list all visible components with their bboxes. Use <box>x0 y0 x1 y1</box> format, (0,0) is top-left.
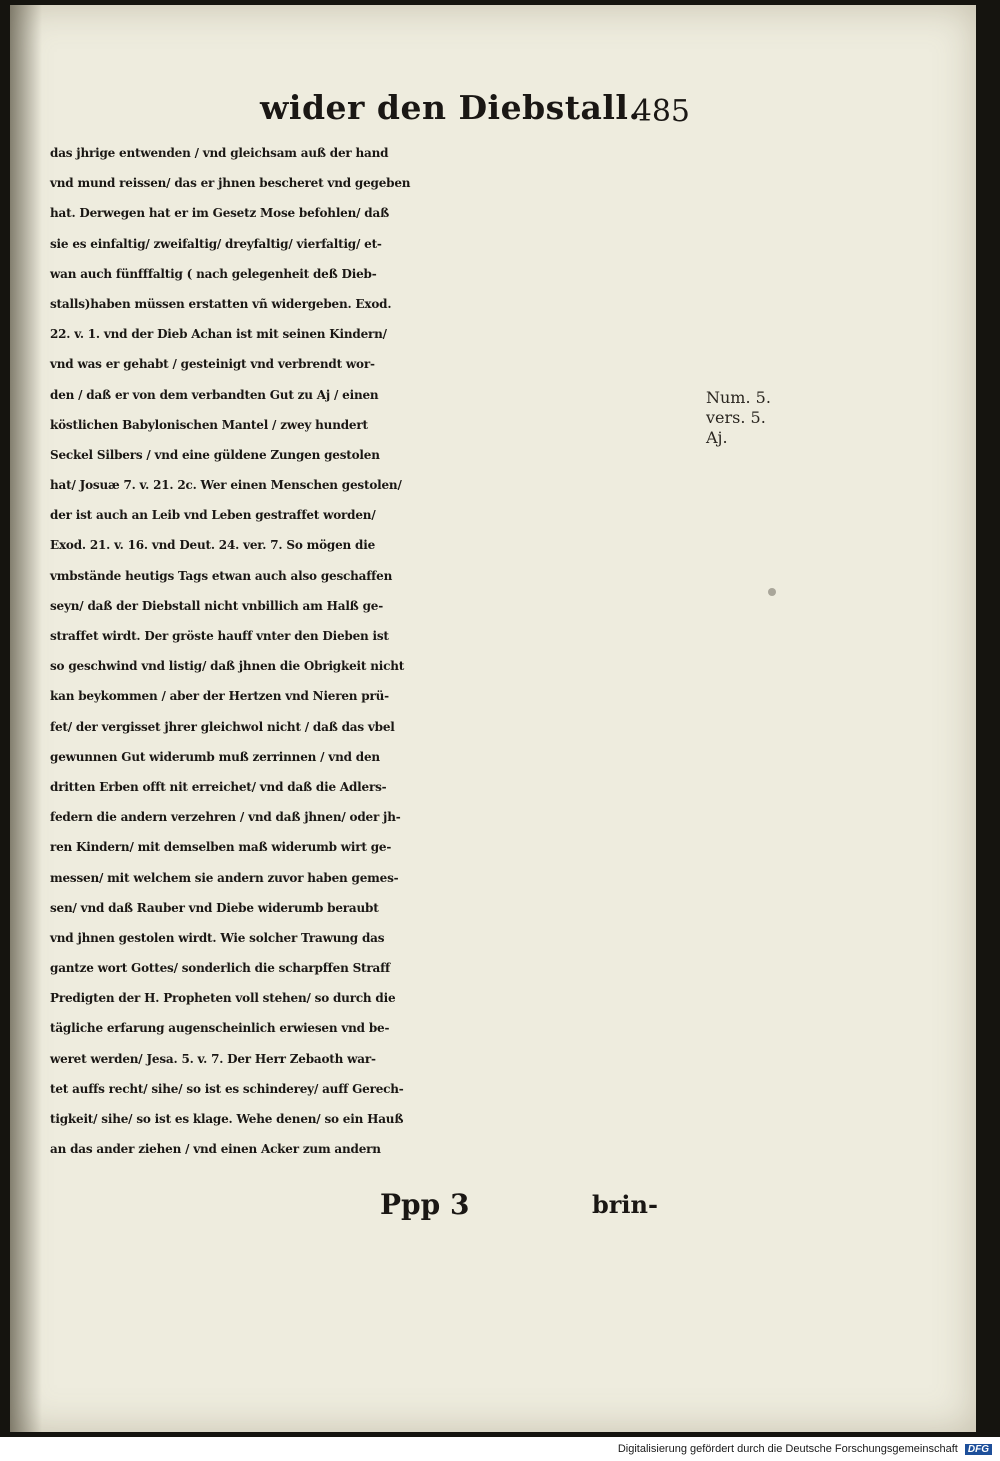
text-line: tägliche erfarung augenscheinlich erwiesen vnd be- <box>50 1021 390 1036</box>
text-line: Exod. 21. v. 16. vnd Deut. 24. ver. 7. So mögen die <box>50 538 376 553</box>
text-line: tigkeit/ sihe/ so ist es klage. Wehe denen/ so ein Hauß <box>50 1112 404 1126</box>
text-line: vnd jhnen gestolen wirdt. Wie solcher Trawung das <box>50 930 385 945</box>
text-line: wan auch fünfffaltig ( nach gelegenheit deß Dieb- <box>50 266 377 281</box>
text-line: hat/ Josuæ 7. v. 21. 2c. Wer einen Menschen gestolen/ <box>50 478 402 493</box>
text-line: der ist auch an Leib vnd Leben gestraffet worden/ <box>50 508 376 523</box>
text-line: 22. v. 1. vnd der Dieb Achan ist mit seinen Kindern/ <box>50 327 387 342</box>
text-line: tet auffs recht/ sihe/ so ist es schinderey/ auff Gerech- <box>50 1081 404 1096</box>
text-line: federn die andern verzehren / vnd daß jhnen/ oder jh- <box>50 810 401 825</box>
paper-spot <box>768 588 776 596</box>
text-line: sie es einfaltig/ zweifaltig/ dreyfaltig/ vierfaltig/ et- <box>50 236 382 251</box>
text-line: Seckel Silbers / vnd eine güldene Zungen gestolen <box>50 447 380 462</box>
text-line: so geschwind vnd listig/ daß jhnen die Obrigkeit nicht <box>50 659 405 674</box>
text-line: ren Kindern/ mit demselben maß widerumb wirt ge- <box>50 840 392 855</box>
text-line: seyn/ daß der Diebstall nicht vnbillich am Halß ge- <box>50 598 383 613</box>
digitization-credit <box>618 1443 992 1455</box>
text-line: dritten Erben offt nit erreichet/ vnd daß die Adlers- <box>50 779 387 794</box>
marginal-notes <box>706 388 786 448</box>
page-number: 485 <box>632 94 690 129</box>
credit-text: Digitalisierung gefördert durch die Deutsche Forschungsgemeinschaft <box>617 1443 958 1455</box>
text-line: stalls)haben müssen erstatten vñ widergeben. Exod. <box>50 296 392 311</box>
text-line: köstlichen Babylonischen Mantel / zwey hundert <box>50 417 368 432</box>
text-line: fet/ der vergisset jhrer gleichwol nicht / daß das vbel <box>50 719 395 734</box>
text-line: den / daß er von dem verbandten Gut zu Aj / einen <box>50 387 379 402</box>
running-title: wider den Diebstall. <box>260 88 641 127</box>
text-line: vnd mund reissen/ das er jhnen bescheret vnd gegeben <box>50 176 411 191</box>
text-line: vnd was er gehabt / gesteinigt vnd verbrendt wor- <box>50 357 375 372</box>
catchword: brin- <box>592 1190 658 1219</box>
marginal-note: vers. 5. <box>706 408 766 427</box>
text-line: Predigten der H. Propheten voll stehen/ so durch die <box>50 991 396 1006</box>
marginal-note: Num. 5. <box>706 388 771 407</box>
text-line: sen/ vnd daß Rauber vnd Diebe widerumb beraubt <box>50 900 379 915</box>
text-line: vmbstände heutigs Tags etwan auch also geschaffen <box>50 568 393 583</box>
marginal-note: Aj. <box>706 428 728 447</box>
text-line: hat. Derwegen hat er im Gesetz Mose befohlen/ daß <box>50 206 389 221</box>
text-line: an das ander ziehen / vnd einen Acker zum andern <box>50 1142 381 1157</box>
dfg-logo: DFG <box>965 1444 992 1455</box>
text-line: messen/ mit welchem sie andern zuvor haben gemes- <box>50 870 399 885</box>
body-text <box>50 138 710 1164</box>
text-line: das jhrige entwenden / vnd gleichsam auß der hand <box>50 146 389 160</box>
text-line: gantze wort Gottes/ sonderlich die scharpffen Straff <box>50 961 391 976</box>
signature-mark: Ppp 3 <box>380 1188 470 1221</box>
page-footer <box>0 1188 1000 1228</box>
running-head <box>240 88 690 132</box>
text-line: gewunnen Gut widerumb muß zerrinnen / vnd den <box>50 749 380 764</box>
text-line: straffet wirdt. Der gröste hauff vnter den Dieben ist <box>50 629 389 643</box>
text-line: kan beykommen / aber der Hertzen vnd Nieren prü- <box>50 689 389 704</box>
text-line: weret werden/ Jesa. 5. v. 7. Der Herr Zebaoth war- <box>50 1051 376 1066</box>
